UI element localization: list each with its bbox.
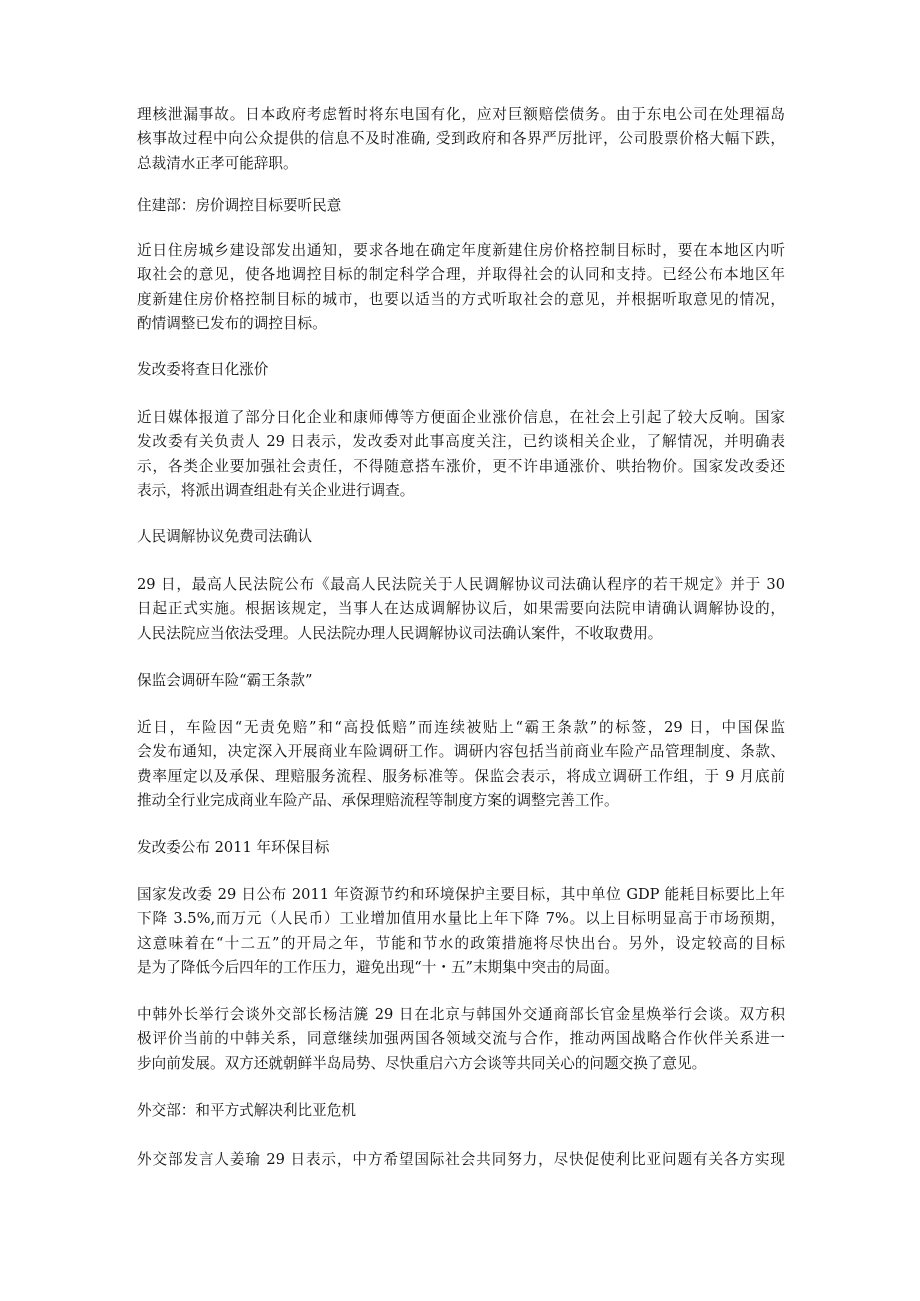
- text-line: 国家发改委 29 日公布 2011 年资源节约和环境保护主要目标，其中单位 GDP 能耗目标要比上年: [137, 886, 785, 903]
- text-line: 人民法院应当依法受理。人民法院办理人民调解协议司法确认案件，不收取费用。: [137, 624, 663, 642]
- text-line: 外交部发言人姜瑜 29 日表示，中方希望国际社会共同努力，尽快促使利比亚问题有关各方实现: [137, 1151, 785, 1168]
- paragraph: [137, 883, 785, 981]
- text-line: 度新建住房价格控制目标的城市，也要以适当的方式听取社会的意见，并根据听取意见的情况，: [137, 290, 785, 308]
- text-line: 费率厘定以及承保、理赔服务流程、服务标准等。保监会表示，将成立调研工作组，于 9 月底前: [137, 767, 785, 785]
- text-line: 中韩外长举行会谈外交部长杨洁篪 29 日在北京与韩国外交通商部长官金星焕举行会谈。双方积: [137, 1006, 785, 1023]
- heading-text: 住建部：房价调控目标要听民意: [137, 197, 342, 214]
- section-heading: [137, 358, 785, 382]
- paragraph: [137, 1003, 785, 1076]
- section-heading: [137, 836, 785, 860]
- section-heading: [137, 525, 785, 549]
- heading-text: 人民调解协议免费司法确认: [137, 528, 313, 545]
- paragraph: [137, 716, 785, 814]
- paragraph: [137, 406, 785, 504]
- section-heading: [137, 669, 785, 693]
- text-line: 取社会的意见，使各地调控目标的制定科学合理，并取得社会的认同和支持。已经公布本地区年: [137, 266, 785, 284]
- section-heading: [137, 1099, 785, 1123]
- heading-text: 保监会调研车险“霸王条款”: [137, 672, 313, 689]
- text-line: 是为了降低今后四年的工作压力，避免出现“十・五”末期集中突击的局面。: [137, 959, 619, 977]
- text-line: 示，各类企业要加强社会责任，不得随意搭车涨价，更不许串通涨价、哄抬物价。国家发改委还: [137, 457, 785, 475]
- text-line: 表示，将派出调查组赴有关企业进行调查。: [137, 482, 415, 500]
- text-line: 29 日，最高人民法院公布《最高人民法院关于人民调解协议司法确认程序的若干规定》并于 30: [137, 576, 785, 593]
- text-line: 极评价当前的中韩关系，同意继续加强两国各领域交流与合作，推动两国战略合作伙伴关系进一: [137, 1030, 785, 1048]
- text-line: 理核泄漏事故。日本政府考虑暂时将东电国有化，应对巨额赔偿债务。由于东电公司在处理福岛: [137, 106, 785, 123]
- paragraph: [137, 103, 785, 176]
- heading-text: 外交部：和平方式解决利比亚危机: [137, 1102, 356, 1119]
- text-line: 下降 3.5%,而万元（人民币）工业增加值用水量比上年下降 7%。以上目标明显高于市场预期，: [137, 910, 785, 928]
- text-line: 会发布通知，决定深入开展商业车险调研工作。调研内容包括当前商业车险产品管理制度、条款、: [137, 743, 785, 761]
- paragraph: [137, 1148, 785, 1172]
- text-line: 核事故过程中向公众提供的信息不及时准确, 受到政府和各界严厉批评，公司股票价格大幅下跌，: [137, 130, 785, 148]
- text-line: 近日住房城乡建设部发出通知，要求各地在确定年度新建住房价格控制目标时，要在本地区内听: [137, 242, 785, 259]
- text-line: 总裁清水正孝可能辞职。: [137, 154, 298, 172]
- text-line: 近日媒体报道了部分日化企业和康师傅等方便面企业涨价信息，在社会上引起了较大反响。国家: [137, 409, 785, 426]
- heading-text: 发改委公布 2011 年环保目标: [137, 839, 330, 856]
- section-heading: [137, 194, 785, 218]
- text-line: 发改委有关负责人 29 日表示，发改委对此事高度关注，已约谈相关企业，了解情况，并明确表: [137, 433, 785, 451]
- text-line: 这意味着在“十二五”的开局之年，节能和节水的政策措施将尽快出台。另外，设定较高的目标: [137, 934, 785, 952]
- text-line: 步向前发展。双方还就朝鲜半岛局势、尽快重启六方会谈等共同关心的问题交换了意见。: [137, 1054, 707, 1072]
- text-line: 近日，车险因“无责免赔”和“高投低赔”而连续被贴上“霸王条款”的标签，29 日，中国保监: [137, 719, 785, 736]
- heading-text: 发改委将查日化涨价: [137, 361, 269, 378]
- text-line: 日起正式实施。根据该规定，当事人在达成调解协议后，如果需要向法院申请确认调解协设的，: [137, 600, 785, 618]
- paragraph: [137, 573, 785, 646]
- text-line: 推动全行业完成商业车险产品、承保理赔流程等制度方案的调整完善工作。: [137, 792, 619, 810]
- paragraph: [137, 239, 785, 337]
- text-line: 酌情调整已发布的调控目标。: [137, 315, 327, 333]
